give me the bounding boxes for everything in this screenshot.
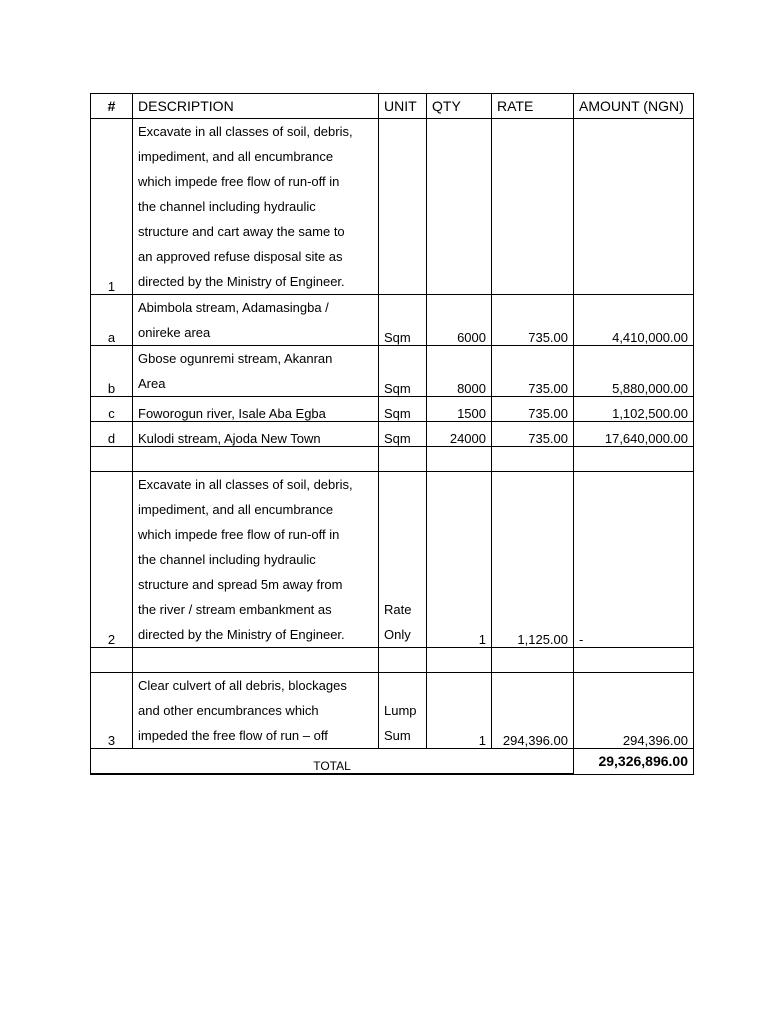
item-description [133,346,379,397]
description-line: structure and cart away the same to [138,224,345,239]
header-amount: AMOUNT (NGN) [574,94,694,119]
item-num: 1 [91,119,133,295]
total-row [91,749,694,775]
description-line: impediment, and all encumbrance [138,502,334,517]
header-description: DESCRIPTION [133,94,379,119]
item-num: 2 [91,472,133,648]
item-rate: 735.00 [492,295,574,346]
item-unit [379,472,427,648]
unit-line: Sum [384,728,411,743]
description-line: Excavate in all classes of soil, debris, [138,477,353,492]
item-num: 3 [91,673,133,749]
item-description [133,295,379,346]
item-qty [427,119,492,295]
item-amount: 5,880,000.00 [574,346,694,397]
description-line: Gbose ogunremi stream, Akanran [138,351,333,366]
description-line: impeded the free flow of run – off [138,728,328,743]
description-line: Clear culvert of all debris, blockages [138,678,347,693]
item-qty: 1500 [427,397,492,422]
description-line: which impede free flow of run-off in [138,174,340,189]
description-line: Abimbola stream, Adamasingba / [138,300,329,315]
item-unit: Sqm [379,422,427,447]
item-unit: Sqm [379,295,427,346]
item-description [133,472,379,648]
item-description: Kulodi stream, Ajoda New Town [133,422,379,447]
unit-line: Lump [384,703,417,718]
description-line: which impede free flow of run-off in [138,527,340,542]
total-amount: 29,326,896.00 [574,749,694,775]
description-line: Excavate in all classes of soil, debris, [138,124,353,139]
item-qty: 1 [427,472,492,648]
item-rate: 735.00 [492,397,574,422]
description-line: the channel including hydraulic [138,199,316,214]
table-row [91,295,694,346]
item-amount: 1,102,500.00 [574,397,694,422]
description-line: structure and spread 5m away from [138,577,343,592]
item-description [133,119,379,295]
table-row [91,119,694,295]
item-qty: 8000 [427,346,492,397]
table-row [91,346,694,397]
item-num: c [91,397,133,422]
table-row [91,422,694,447]
description-line: and other encumbrances which [138,703,319,718]
spacer-row [91,648,694,673]
item-qty: 1 [427,673,492,749]
description-line: directed by the Ministry of Engineer. [138,274,345,289]
unit-line: Only [384,627,411,642]
item-unit: Sqm [379,346,427,397]
table-header-row [91,94,694,119]
description-line: directed by the Ministry of Engineer. [138,627,345,642]
item-amount [574,119,694,295]
item-num: b [91,346,133,397]
item-amount: 294,396.00 [574,673,694,749]
description-line: Area [138,376,166,391]
item-num: a [91,295,133,346]
item-unit: Sqm [379,397,427,422]
item-rate: 1,125.00 [492,472,574,648]
spacer-row [91,447,694,472]
header-qty: QTY [427,94,492,119]
item-amount: 4,410,000.00 [574,295,694,346]
table-row [91,397,694,422]
item-unit [379,119,427,295]
item-unit [379,673,427,749]
item-description [133,673,379,749]
item-amount: - [574,472,694,648]
table-row [91,472,694,648]
item-rate: 735.00 [492,422,574,447]
total-label: TOTAL [91,749,574,775]
description-line: onireke area [138,325,211,340]
description-line: an approved refuse disposal site as [138,249,343,264]
item-amount: 17,640,000.00 [574,422,694,447]
header-num: # [91,94,133,119]
description-line: the channel including hydraulic [138,552,316,567]
description-line: the river / stream embankment as [138,602,332,617]
item-qty: 24000 [427,422,492,447]
item-rate: 294,396.00 [492,673,574,749]
item-qty: 6000 [427,295,492,346]
header-rate: RATE [492,94,574,119]
unit-line: Rate [384,602,412,617]
item-num: d [91,422,133,447]
description-line: impediment, and all encumbrance [138,149,334,164]
item-rate: 735.00 [492,346,574,397]
item-rate [492,119,574,295]
header-unit: UNIT [379,94,427,119]
bill-of-quantities-table [90,93,694,775]
item-description: Foworogun river, Isale Aba Egba [133,397,379,422]
table-row [91,673,694,749]
